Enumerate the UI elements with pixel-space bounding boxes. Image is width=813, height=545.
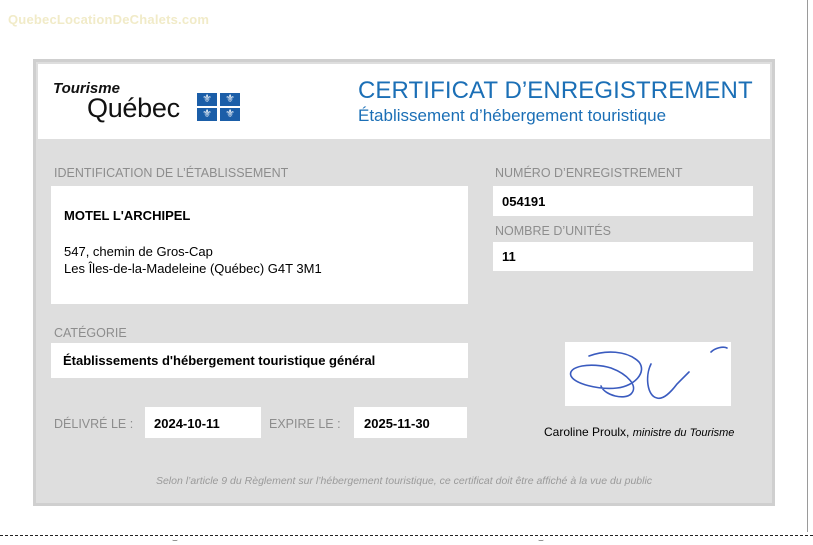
establishment-name: MOTEL L'ARCHIPEL [64, 208, 191, 223]
establishment-box [51, 186, 468, 304]
issued-date-value: 2024-10-11 [154, 416, 220, 431]
signatory-line [544, 425, 734, 439]
address-line-1: 547, chemin de Gros-Cap [64, 244, 213, 259]
watermark-text: QuebecLocationDeChalets.com [8, 12, 210, 27]
establishment-label: IDENTIFICATION DE L’ÉTABLISSEMENT [54, 166, 289, 180]
signatory-name: Caroline Proulx, [544, 425, 630, 439]
expires-date-value: 2025-11-30 [364, 416, 430, 431]
cut-mark-right: ⌣ [538, 535, 544, 545]
cut-line [0, 535, 813, 536]
units-value: 11 [502, 249, 516, 264]
logo-tourisme-text: Tourisme [53, 80, 120, 97]
issued-date-box [145, 407, 261, 438]
certificate-title: CERTIFICAT D’ENREGISTREMENT [358, 77, 753, 104]
quebec-fleurdelise-icon: ⚜ ⚜ ⚜ ⚜ [197, 93, 240, 121]
page-edge-line [807, 0, 808, 532]
registration-number-value: 054191 [502, 194, 546, 209]
certificate-header [38, 64, 770, 139]
signature-image [565, 342, 731, 406]
registration-number-box [493, 186, 753, 216]
signatory-title: ministre du Tourisme [632, 427, 735, 439]
issued-label: DÉLIVRÉ LE : [54, 417, 134, 431]
cut-mark-left: ⌣ [172, 535, 178, 545]
category-value: Établissements d'hébergement touristique général [63, 353, 376, 368]
category-box [51, 343, 468, 378]
category-label: CATÉGORIE [54, 326, 127, 340]
registration-number-label: NUMÉRO D’ENREGISTREMENT [495, 166, 683, 180]
units-box [493, 242, 753, 271]
certificate-subtitle: Établissement d’hébergement touristique [358, 106, 667, 125]
units-label: NOMBRE D’UNITÉS [495, 224, 611, 238]
logo-quebec-text: Québec [87, 93, 180, 123]
expires-date-box [354, 407, 467, 438]
address-line-2: Les Îles-de-la-Madeleine (Québec) G4T 3M1 [64, 261, 322, 276]
expires-label: EXPIRE LE : [269, 417, 341, 431]
registration-certificate [33, 59, 775, 506]
display-notice: Selon l’article 9 du Règlement sur l’hébergement touristique, ce certificat doit être affiché à la vue du public [155, 475, 653, 487]
